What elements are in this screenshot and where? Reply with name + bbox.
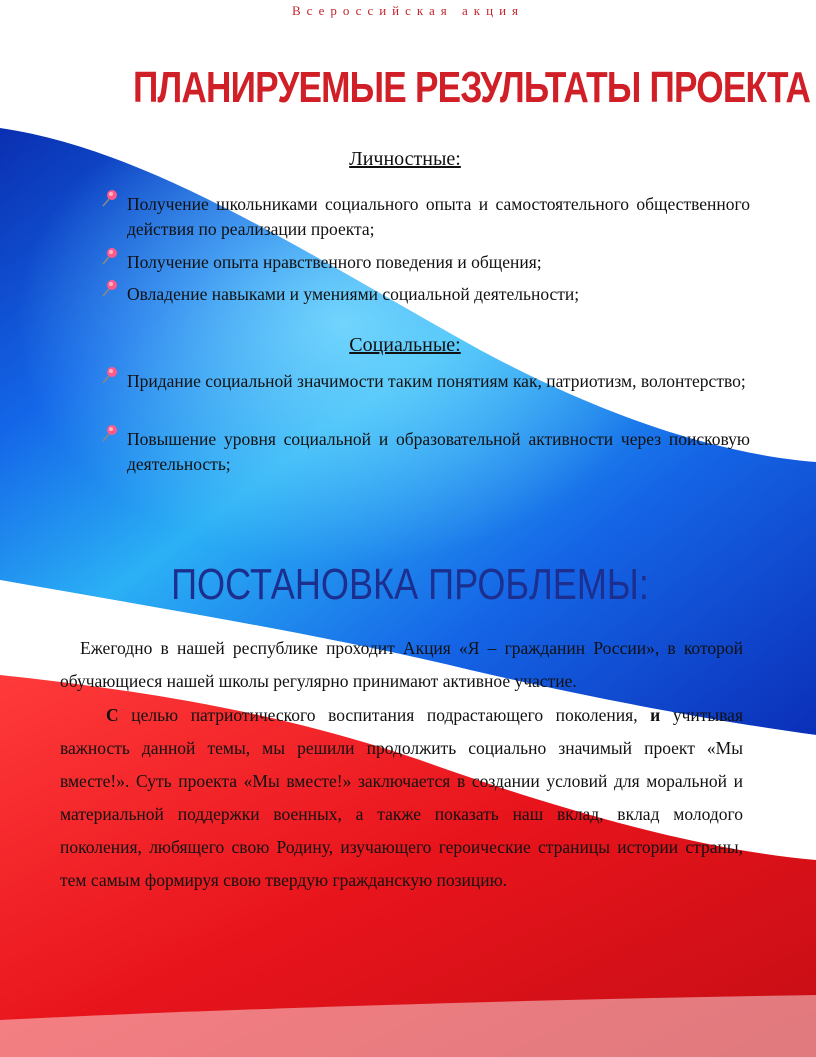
personal-item-2-text: Получение опыта нравственного поведения и общения; (127, 252, 542, 272)
social-heading: Социальные: (349, 334, 461, 356)
paragraph-2-part-b: учитывая важность данной темы, мы решили продолжить социально значимый проект «Мы вместе!». Суть проекта «Мы вместе!» заключается в создании условий для моральной и материальной поддержки военных, а также показать наш вклад, вклад молодого поколения, любящего свою Родину, изучающего героические страницы истории страны, тем самым формируя свою твердую гражданскую позицию. (60, 705, 743, 890)
pushpin-icon (100, 366, 120, 386)
results-title: ПЛАНИРУЕМЫЕ РЕЗУЛЬТАТЫ ПРОЕКТА (133, 63, 811, 112)
pushpin-icon (100, 247, 120, 267)
pushpin-icon (100, 424, 120, 444)
personal-heading: Личностные: (349, 148, 461, 170)
social-item-2-text: Повышение уровня социальной и образовательной активности через поисковую деятельность; (127, 429, 750, 474)
social-item-2 (100, 427, 750, 477)
pushpin-icon (100, 279, 120, 299)
social-item-1-text: Придание социальной значимости таким понятиям как, патриотизм, волонтерство; (127, 371, 746, 391)
personal-item-3 (100, 282, 750, 307)
social-item-1 (100, 369, 750, 394)
paragraph-and: и (650, 705, 661, 725)
personal-item-3-text: Овладение навыками и умениями социальной деятельности; (127, 284, 580, 304)
paragraph-2-part-a: целью патриотического воспитания подрастающего поколения, (118, 705, 651, 725)
personal-item-1 (100, 192, 750, 242)
problem-title: ПОСТАНОВКА ПРОБЛЕМЫ: (171, 560, 649, 609)
header-title: Всероссийская акция (291, 3, 524, 18)
problem-paragraph-2 (60, 699, 743, 897)
personal-item-1-text: Получение школьниками социального опыта и самостоятельного общественного действия по реализации проекта; (127, 194, 750, 239)
problem-paragraph-1: Ежегодно в нашей республике проходит Акция «Я – гражданин России», в которой обучающиеся нашей школы регулярно принимают активное участие. (60, 638, 743, 691)
paragraph-initial: С (106, 705, 119, 725)
pushpin-icon (100, 189, 120, 209)
personal-item-2 (100, 250, 750, 275)
